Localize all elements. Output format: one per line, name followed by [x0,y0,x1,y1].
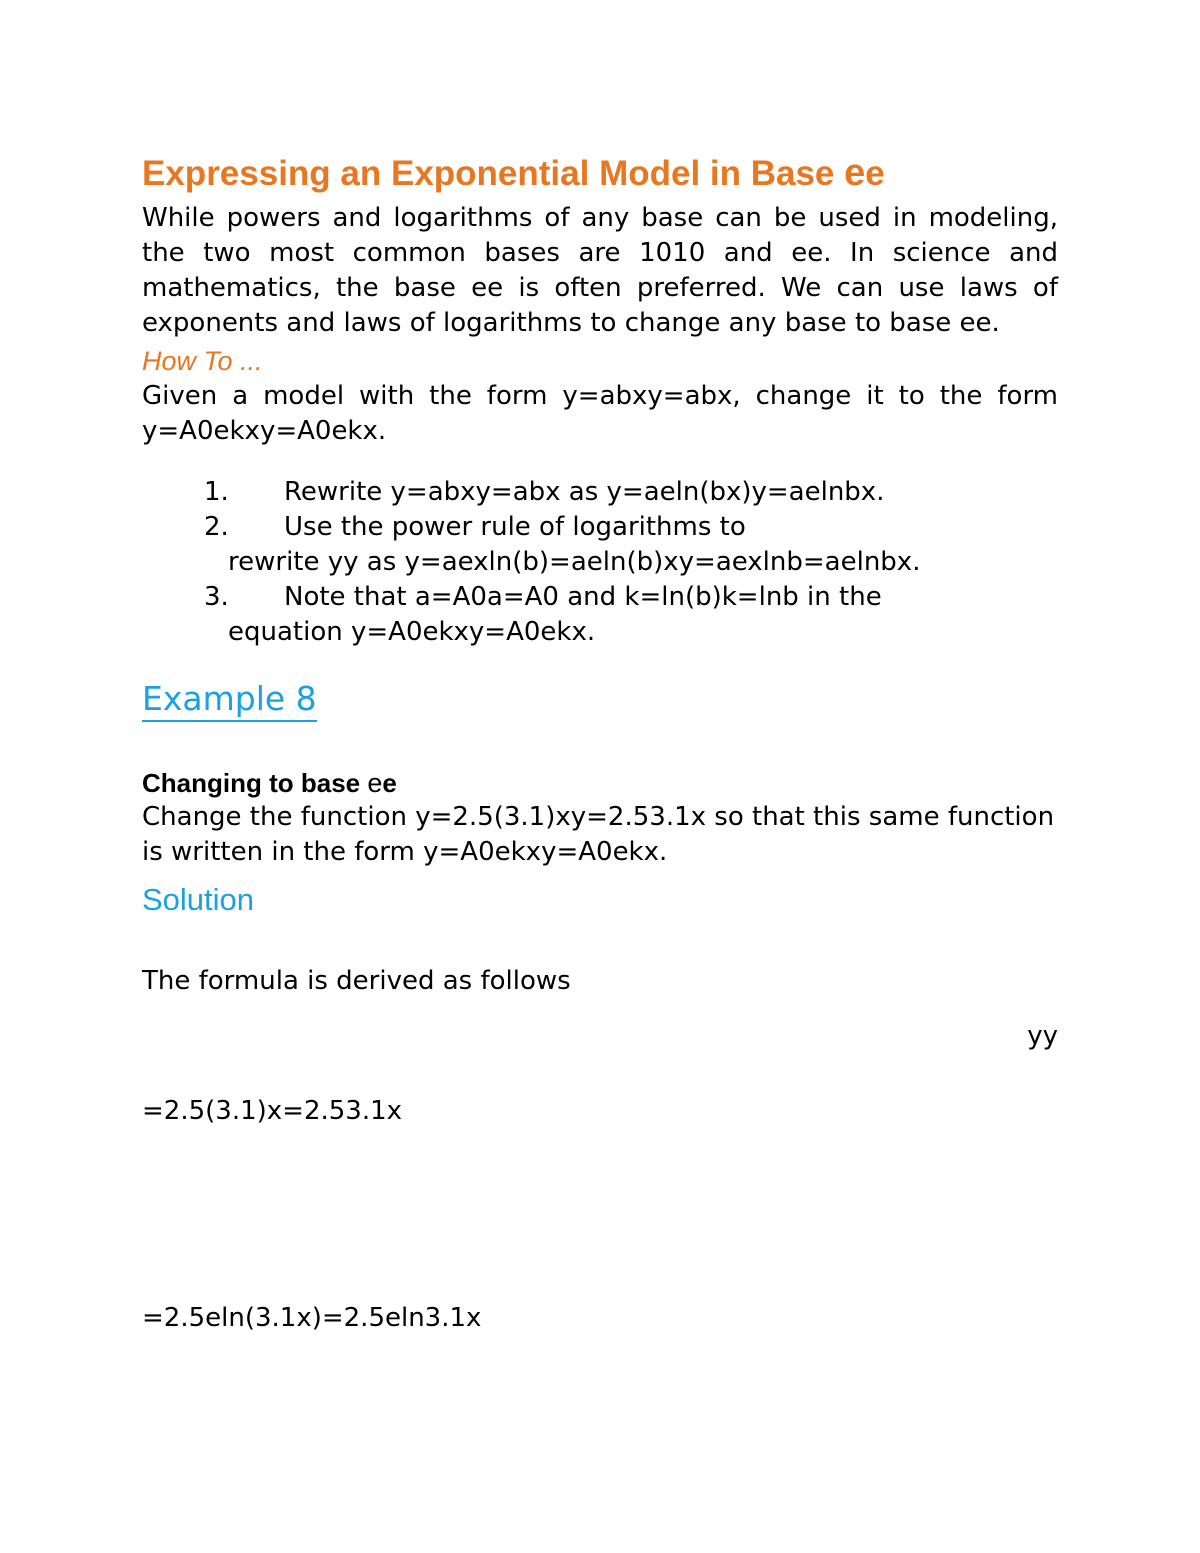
step-item [142,475,1058,510]
equation-step-2: =2.5eln(3.1x)=2.5eln3.1x [142,1303,482,1333]
step-text: Note that a=A0a=A0 and k=ln(b)k=lnb in the [284,582,882,612]
step-number: 2. [204,512,229,542]
intro-paragraph: While powers and logarithms of any base can be used in modeling, the two most common bases are 1010 and ee. In science and mathematics, the base ee is often preferred. We can use laws of exponents and laws of logarithms to change any base to base ee. [142,203,1058,338]
step-number: 3. [204,582,229,612]
heading-e-suffix: e [865,154,885,193]
step-text: Use the power rule of logarithms to [284,512,746,542]
formula-intro: The formula is derived as follows [142,966,571,996]
step-number: 1. [204,477,229,507]
step-item [142,580,1058,650]
example-statement: Change the function y=2.5(3.1)xy=2.53.1x so that this same function is written in the form y=A0ekxy=A0ekx. [142,802,1055,867]
step-continuation: equation y=A0ekxy=A0ekx. [228,617,596,647]
equation-step-1: =2.5(3.1)x=2.53.1x [142,1096,403,1126]
heading-text: Expressing an Exponential Model in Base [142,154,845,193]
document-page [142,150,1058,1336]
step-item [142,510,1058,580]
steps-list [142,475,1058,650]
section-heading [142,150,1058,197]
solution-heading: Solution [142,882,255,917]
example-subheading [142,766,1058,800]
subheading-e-glyph: e [367,768,383,798]
heading-e-glyph: e [844,152,866,194]
subheading-e-suffix: e [382,768,397,798]
example-link[interactable]: Example 8 [142,678,317,722]
how-to-label: How To ... [142,346,263,376]
formula-lhs: yy [1027,1021,1058,1051]
step-text: Rewrite y=abxy=abx as y=aeln(bx)y=aelnbx. [284,477,885,507]
how-to-text: Given a model with the form y=abxy=abx, change it to the form y=A0ekxy=A0ekx. [142,381,1058,446]
subheading-text: Changing to base [142,768,368,798]
step-continuation: rewrite yy as y=aexln(b)=aeln(b)xy=aexlnb=aelnbx. [228,547,921,577]
